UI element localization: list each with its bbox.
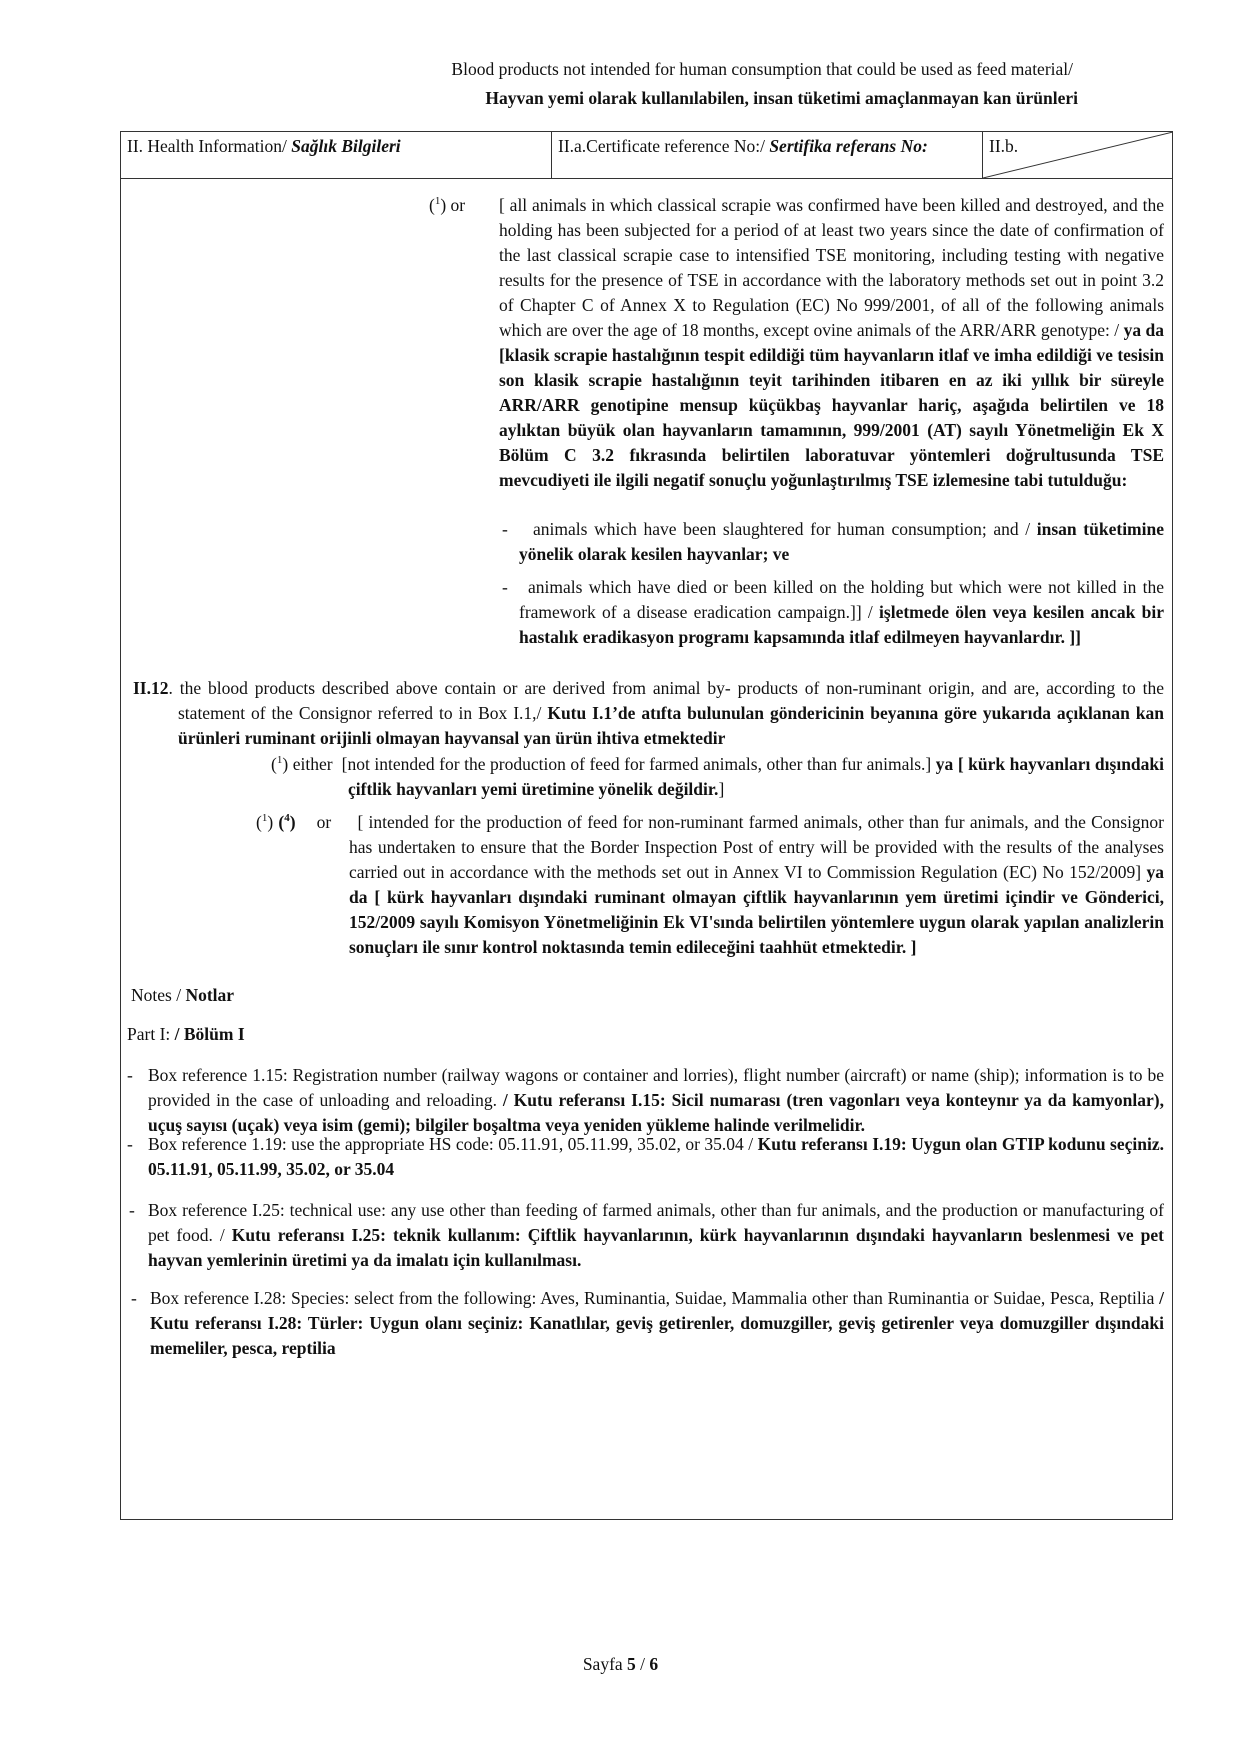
note-dash-2: - (127, 1134, 133, 1154)
bullet-died-on-holding: animals which have died or been killed on the holding but which were not killed in the framework of a disease eradication campaign.]] / işletmede ölen veya kesilen ancak bir hastalık eradikasyon programı kapsamında itlaf edilmeyen hayvanlardır. ]] (519, 577, 1164, 647)
part-i-title: Part I: / Bölüm I (127, 1024, 245, 1044)
certificate-reference-label-tr: Sertifika referans No: (769, 136, 928, 156)
note-dash-3: - (129, 1200, 135, 1220)
note-box-128: Box reference I.28: Species: select from the following: Aves, Ruminantia, Suidae, Mammalia other than Ruminantia or Suidae, Pesca, Reptilia / Kutu referansı I.28: Türler: Uygun olanı seçiniz: Kanatlılar, geviş getirenler, domuzgiller, geviş getirenler veya domuzgiller dışındaki memeliler, pesca, reptilia (150, 1288, 1164, 1358)
certificate-reference-label: II.a.Certificate reference No:/ (558, 136, 770, 156)
scrapie-text-tr: ya da [klasik scrapie hastalığının tespit edildiği tüm hayvanların itlaf ve imha edildiği ve tesisin son klasik scrapie hastalığının teyit tarihinden itibaren en az iki yıllık bir süreyle ARR/ARR genotipine mensup küçükbaş hayvanlar hariç, aşağıda belirtilen ve 18 aylıktan büyük olan hayvanların tamamının, 999/2001 (AT) sayılı Yönetmeliğin Ek X Bölüm C 3.2 fıkrasında belirtilen laboratuvar yöntemleri doğrultusunda TSE mevcudiyeti ile ilgili negatif sonuçlu yoğunlaştırılmış TSE izlemesine tabi tutulduğu: (499, 320, 1165, 490)
either-option: ($^1$) either [not intended for the production of feed for farmed animals, other than fur animals.] ya [ kürk hayvanları dışındaki çiftlik hayvanları yemi üretimine yönelik değildir.] (271, 754, 1165, 799)
total-page-count: 6 (649, 1654, 659, 1674)
bullet-dash-2: - (502, 577, 508, 597)
scrapie-text-en: [ all animals in which classical scrapie was confirmed have been killed and destroyed, and the holding has been subjected for a period of at least two years since the date of confirmation of the last classical scrapie case to intensified TSE monitoring, including testing with negative results for the presence of TSE in accordance with the laboratory methods set out in point 3.2 of Chapter C of Annex X to Regulation (EC) No 999/2001, of all of the following animals which are over the age of 18 months, except ovine animals of the ARR/ARR genotype: / (499, 195, 1164, 340)
ii12-label: II.12 (133, 678, 169, 698)
note-box-119: Box reference 1.19: use the appropriate HS code: 05.11.91, 05.11.99, 35.02, or 35.04 / Kutu referansı I.19: Uygun olan GTIP kodunu seçiniz. 05.11.91, 05.11.99, 35.02, or 35.04 (148, 1134, 1164, 1179)
table-header-row (121, 132, 1172, 179)
note-dash-1: - (127, 1065, 133, 1085)
header-title-tr: Hayvan yemi olarak kullanılabilen, insan tüketimi amaçlanmayan kan ürünleri (485, 88, 1078, 108)
scrapie-paragraph (499, 193, 1164, 493)
certificate-reference-cell (552, 132, 983, 178)
current-page-number: 5 (627, 1654, 636, 1674)
note-dash-4: - (131, 1288, 137, 1308)
page-header (120, 55, 1149, 113)
diagonal-strike-line (983, 132, 1173, 178)
scrapie-option-marker: ($^1$) or (429, 195, 466, 215)
bullet-dash-1: - (502, 519, 508, 539)
health-information-label: II. Health Information/ (127, 136, 292, 156)
header-title-en: Blood products not intended for human consumption that could be used as feed material/ (451, 59, 1073, 79)
or-option: ($^1$) ($^4$) or [ intended for the production of feed for non-ruminant farmed animals, other than fur animals, and the Consignor has undertaken to ensure that the Border Inspection Post of entry will be provided with the results of the analyses carried out in accordance with the methods set out in Annex VI to Commission Regulation (EC) No 152/2009] ya da [ kürk hayvanları dışındaki ruminant olmayan çiftlik hayvanlarının yem üretimi içindir ve Gönderici, 152/2009 sayılı Komisyon Yönetmeliğinin Ek VI'sında belirtilen yöntemlere uygun olarak yapılan analizlerin sonuçları ile sınır kontrol noktasında temin edileceğini taahhüt etmektedir. ] (256, 812, 1165, 957)
iib-label: II.b. (989, 136, 1019, 156)
page-footer: Sayfa 5 / 6 (582, 1654, 659, 1674)
health-information-label-tr: Sağlık Bilgileri (291, 136, 401, 156)
notes-title: Notes / Notlar (131, 985, 235, 1005)
section-ii12: II.12. the blood products described above contain or are derived from animal by- products of non-ruminant origin, and are, according to the statement of the Consignor referred to in Box I.1,/ Kutu I.1’de atıfta bulunulan göndericinin beyanına göre yukarıda açıklanan kan ürünleri ruminant orijinli olmayan hayvansal yan ürün ihtiva etmektedir (133, 678, 1164, 748)
note-box-125: Box reference I.25: technical use: any use other than feeding of farmed animals, other than fur animals, and the production or manufacturing of pet food. / Kutu referansı I.25: teknik kullanım: Çiftlik hayvanlarının, kürk hayvanlarının dışındaki hayvanların beslenmesi ve pet hayvan yemlerinin üretimi ya da imalatı için kullanılması. (148, 1200, 1164, 1270)
bullet-slaughtered: animals which have been slaughtered for human consumption; and / insan tüketimine yönelik olarak kesilen hayvanlar; ve (519, 519, 1164, 564)
certificate-frame (120, 131, 1173, 1520)
note-box-115: Box reference 1.15: Registration number (railway wagons or container and lorries), flight number (aircraft) or name (ship); information is to be provided in the case of unloading and reloading. / Kutu referansı I.15: Sicil numarası (tren vagonları veya konteynır ya da kamyonlar), uçuş sayısı (uçak) veya isim (gemi); bilgiler boşaltma veya yeniden yükleme halinde verilmelidir. (148, 1065, 1164, 1135)
health-information-cell (121, 132, 552, 178)
